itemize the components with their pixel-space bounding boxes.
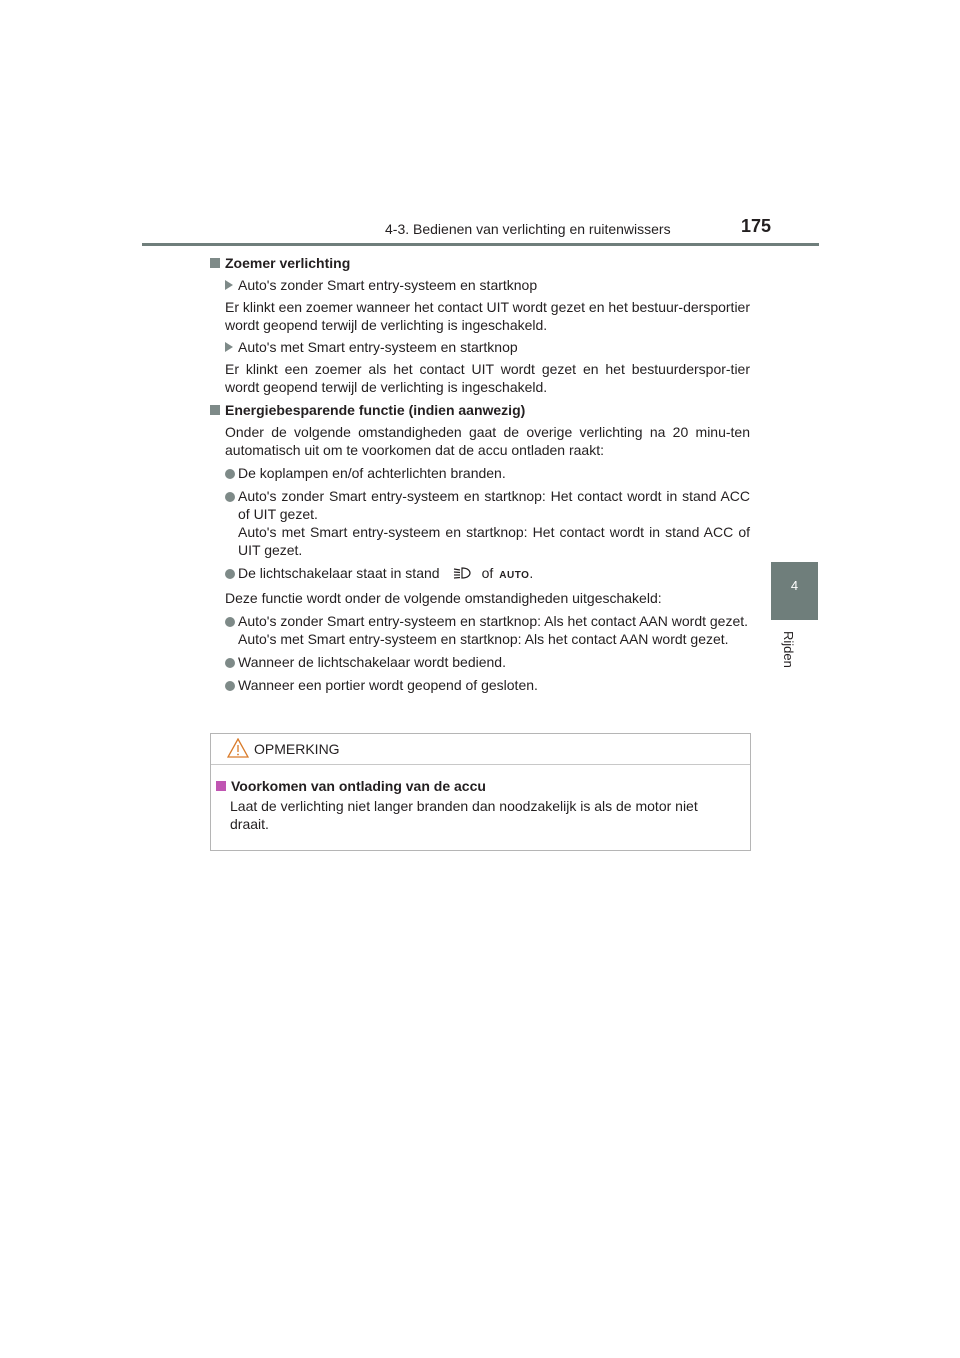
chapter-tab-number: 4 <box>790 578 799 593</box>
running-header-section: 4-3. Bedienen van verlichting en ruitenwissers <box>385 221 671 237</box>
warning-triangle-icon <box>227 738 249 758</box>
header-rule <box>142 243 819 246</box>
sub-heading-text: Auto's met Smart entry-systeem en startknop <box>238 339 518 355</box>
notice-body <box>211 765 750 833</box>
page-number: 175 <box>741 216 772 236</box>
bullet-item <box>210 564 750 585</box>
bullet-item <box>210 653 750 671</box>
headlight-icon <box>452 566 472 580</box>
auto-icon: AUTO <box>499 570 530 581</box>
notice-heading-text: Voorkomen van ontlading van de accu <box>231 778 486 794</box>
pink-square-marker <box>216 781 226 791</box>
section-heading-text: Zoemer verlichting <box>225 255 351 271</box>
sub-heading <box>210 338 750 356</box>
paragraph: Deze functie wordt onder de volgende omstandigheden uitgeschakeld: <box>225 590 662 606</box>
bullet-text: De lichtschakelaar staat in stand <box>238 565 440 581</box>
bullet-text: Auto's zonder Smart entry-systeem en startknop: Als het contact AAN wordt gezet. <box>238 613 749 629</box>
paragraph: Er klinkt een zoemer als het contact UIT wordt gezet en het bestuurderspor-tier wordt geopend terwijl de verlichting is ingeschakeld. <box>225 361 750 395</box>
notice-header <box>211 734 750 765</box>
triangle-marker <box>225 342 233 352</box>
bullet-text-middle: of <box>481 565 494 581</box>
bullet-text: Wanneer een portier wordt geopend of gesloten. <box>238 677 538 693</box>
sub-heading <box>210 276 750 294</box>
bullet-item <box>210 487 750 559</box>
notice-title: OPMERKING <box>254 741 340 757</box>
page-content <box>210 254 750 694</box>
bullet-text: Auto's met Smart entry-systeem en startknop: Het contact wordt in stand ACC of UIT gezet. <box>238 524 750 558</box>
notice-text: Laat de verlichting niet langer branden dan noodzakelijk is als de motor niet draait. <box>230 798 698 832</box>
bullet-text: Wanneer de lichtschakelaar wordt bediend. <box>238 654 506 670</box>
bullet-dot <box>225 617 235 627</box>
bullet-text: De koplampen en/of achterlichten branden. <box>238 465 506 481</box>
bullet-dot <box>225 469 235 479</box>
bullet-item <box>210 464 750 482</box>
bullet-item <box>210 676 750 694</box>
section-heading <box>210 254 750 272</box>
chapter-tab-label: Rijden <box>781 631 796 668</box>
bullet-text: Auto's zonder Smart entry-systeem en startknop: Het contact wordt in stand ACC of UIT gezet. <box>238 488 750 522</box>
notice-box <box>210 733 751 851</box>
sub-heading-text: Auto's zonder Smart entry-systeem en startknop <box>238 277 538 293</box>
notice-heading <box>216 777 740 795</box>
bullet-text-end: . <box>529 565 534 581</box>
paragraph: Er klinkt een zoemer wanneer het contact UIT wordt gezet en het bestuur-dersportier wordt geopend terwijl de verlichting is ingeschakeld. <box>225 299 751 333</box>
bullet-dot <box>225 658 235 668</box>
bullet-dot <box>225 681 235 691</box>
bullet-dot <box>225 569 235 579</box>
bullet-dot <box>225 492 235 502</box>
section-heading <box>210 401 750 419</box>
paragraph: Onder de volgende omstandigheden gaat de overige verlichting na 20 minu-ten automatisch uit om te voorkomen dat de accu ontladen raakt: <box>225 424 750 458</box>
bullet-item <box>210 612 750 648</box>
triangle-marker <box>225 280 233 290</box>
square-marker <box>210 405 220 415</box>
square-marker <box>210 258 220 268</box>
section-heading-text: Energiebesparende functie (indien aanwezig) <box>225 402 526 418</box>
bullet-text: Auto's met Smart entry-systeem en startknop: Als het contact AAN wordt gezet. <box>238 631 729 647</box>
